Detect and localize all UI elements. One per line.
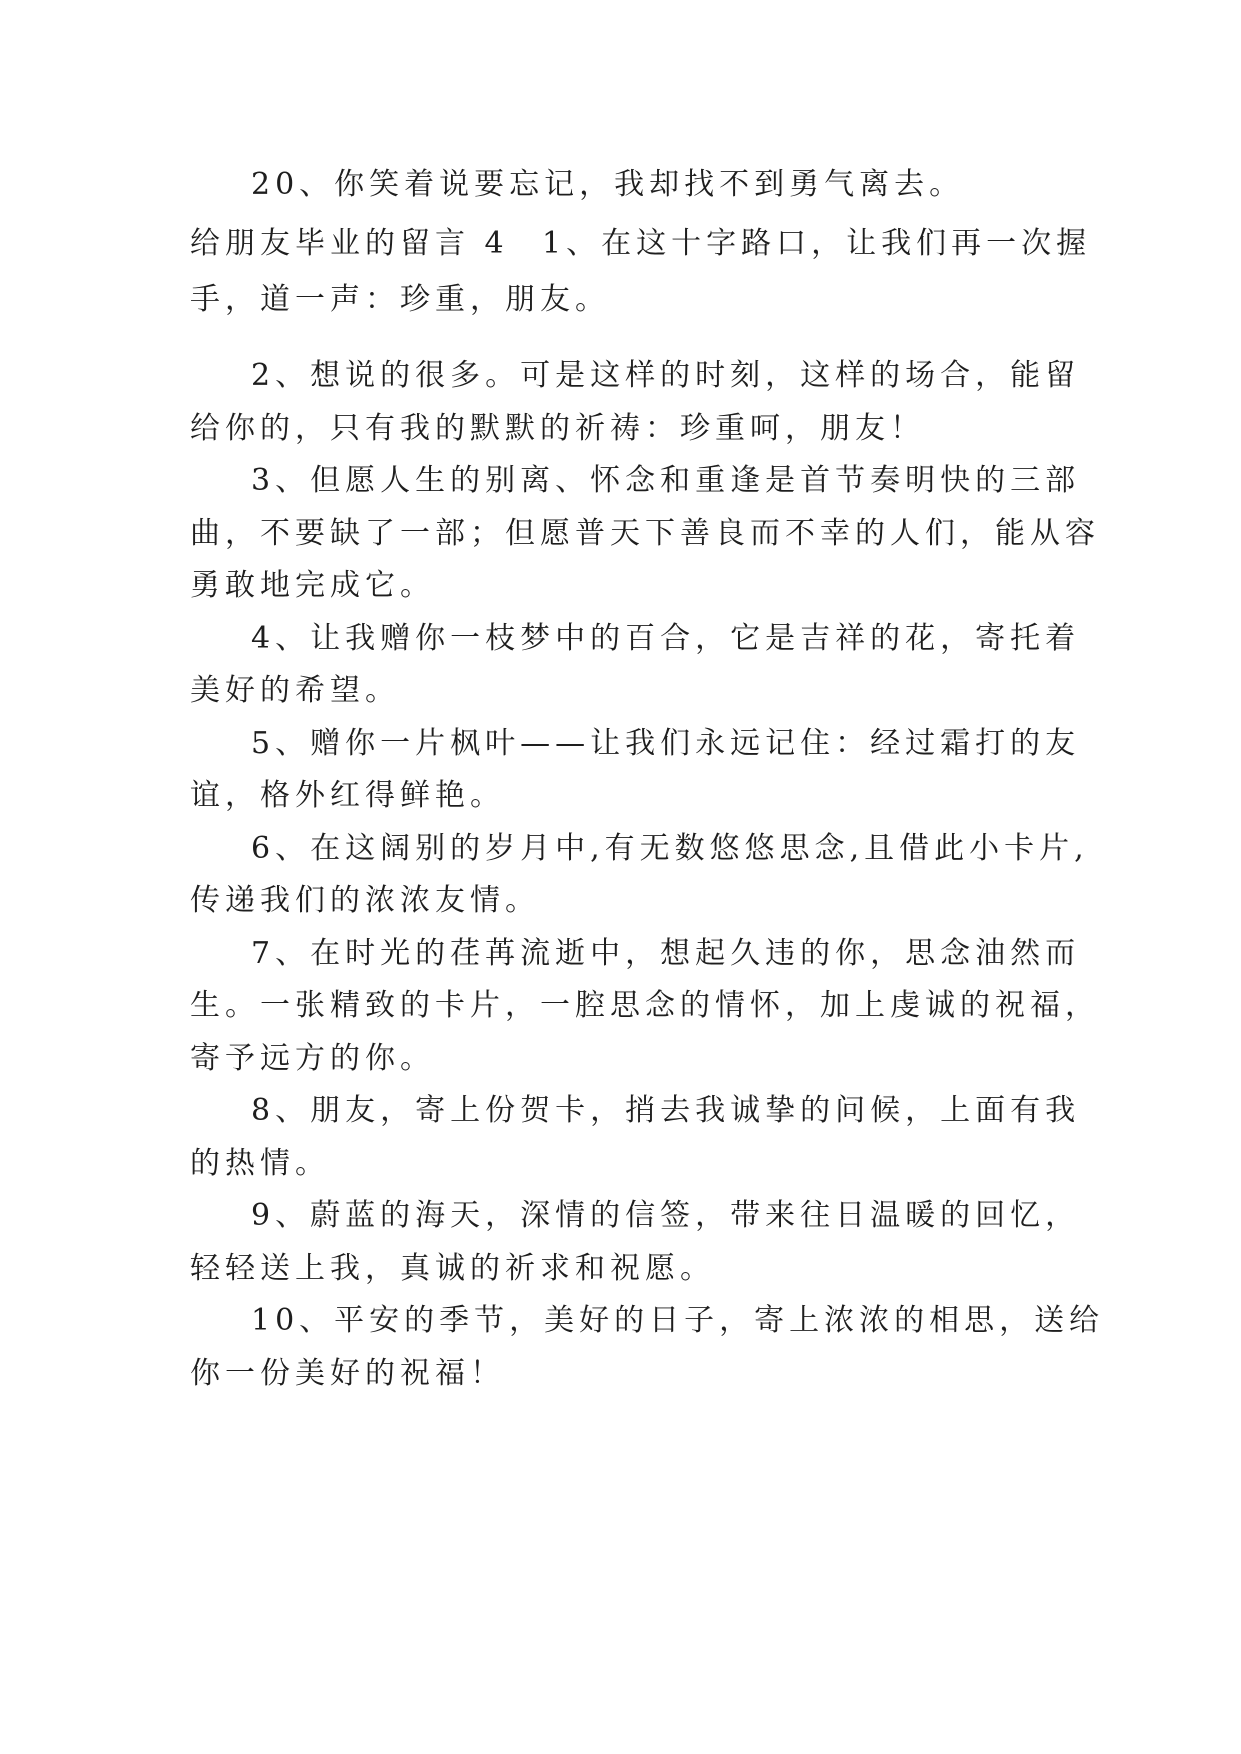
message-6-line-1: 6、在这阔别的岁月中,有无数悠悠思念,且借此小卡片, [251,831,1089,866]
message-7-line-1: 7、在时光的荏苒流逝中，想起久违的你，思念油然而 [251,936,1081,971]
message-9-line-2: 轻轻送上我，真诚的祈求和祝愿。 [190,1251,715,1286]
message-1-line-2: 手，道一声：珍重，朋友。 [190,282,610,317]
message-5-line-2: 谊，格外红得鲜艳。 [190,778,505,813]
message-3-line-1: 3、但愿人生的别离、怀念和重逢是首节奏明快的三部 [251,463,1081,498]
message-4-line-1: 4、让我赠你一枝梦中的百合，它是吉祥的花，寄托着 [251,621,1081,656]
section-title: 给朋友毕业的留言 4 [190,226,509,261]
message-2-line-2: 给你的，只有我的默默的祈祷：珍重呵，朋友！ [190,411,925,446]
message-7-line-2: 生。一张精致的卡片，一腔思念的情怀，加上虔诚的祝福， [190,988,1100,1023]
message-6-line-2: 传递我们的浓浓友情。 [190,883,540,918]
message-7-line-3: 寄予远方的你。 [190,1041,435,1076]
message-4-line-2: 美好的希望。 [190,673,400,708]
message-8-line-2: 的热情。 [190,1146,330,1181]
section-heading-line [190,215,1092,273]
message-2-line-1: 2、想说的很多。可是这样的时刻，这样的场合，能留 [251,358,1081,393]
intro-line: 20、你笑着说要忘记，我却找不到勇气离去。 [251,167,965,202]
message-10-line-1: 10、平安的季节，美好的日子，寄上浓浓的相思，送给 [251,1303,1105,1338]
message-3-line-3: 勇敢地完成它。 [190,568,435,603]
message-10-line-2: 你一份美好的祝福！ [190,1356,505,1391]
message-9-line-1: 9、蔚蓝的海天，深情的信签，带来往日温暖的回忆， [251,1198,1081,1233]
message-5-line-1: 5、赠你一片枫叶——让我们永远记住：经过霜打的友 [251,726,1081,761]
message-8-line-1: 8、朋友，寄上份贺卡，捎去我诚挚的问候，上面有我 [251,1093,1081,1128]
message-3-line-2: 曲，不要缺了一部；但愿普天下善良而不幸的人们，能从容 [190,516,1100,551]
message-1-line-1: 1、在这十字路口，让我们再一次握 [542,226,1092,261]
